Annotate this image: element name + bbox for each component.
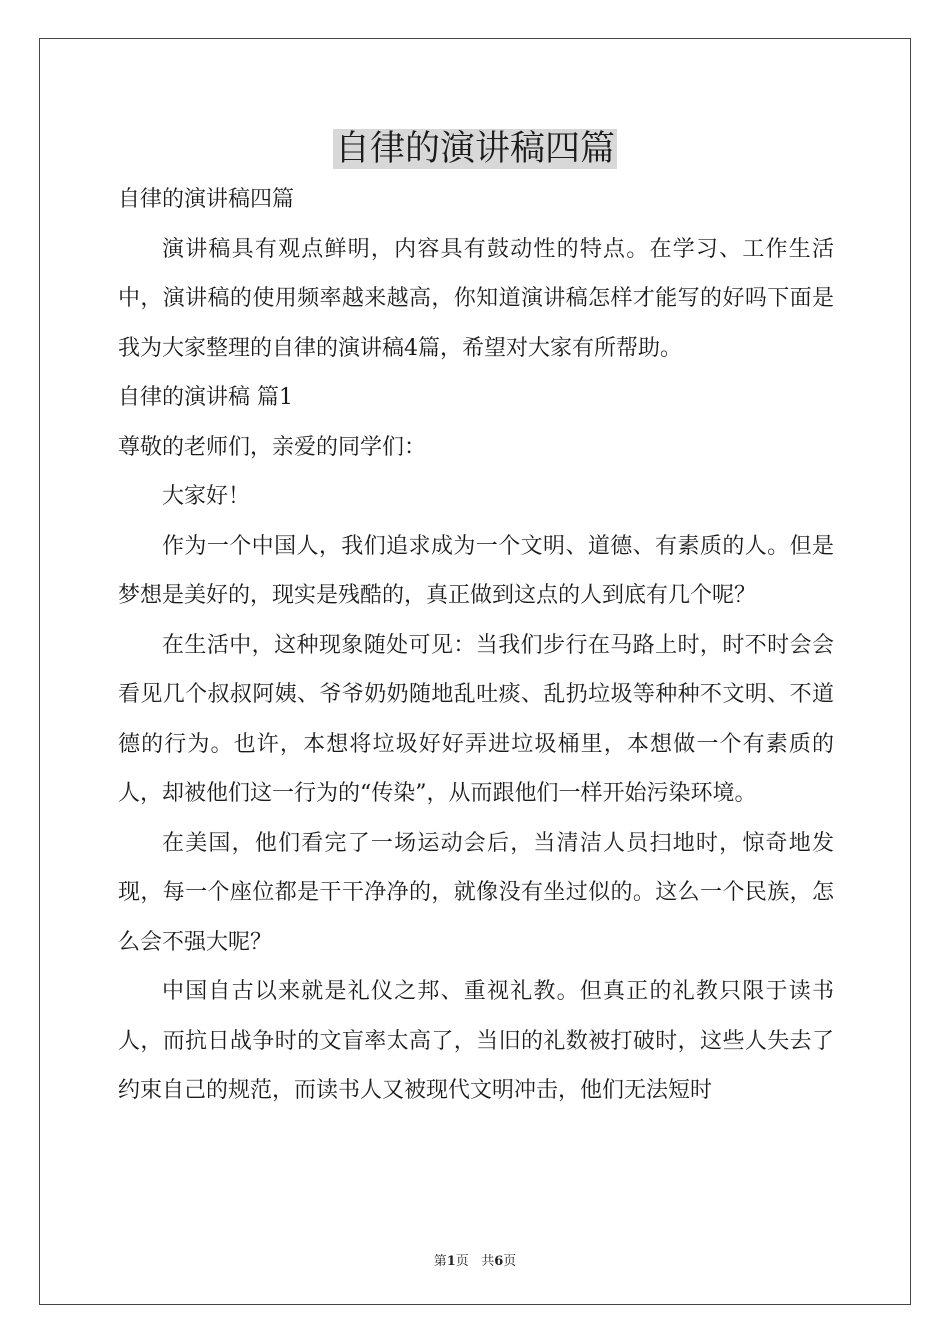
document-subtitle: 自律的演讲稿四篇 [118,187,295,212]
total-unit: 页 [503,1254,517,1269]
page-footer [0,1250,950,1269]
document-title-text: 自律的演讲稿四篇 [334,129,615,169]
section-heading: 自律的演讲稿 篇1 [118,385,293,410]
paragraph: 中国自古以来就是礼仪之邦、重视礼教。但真正的礼教只限于读书人，而抗日战争时的文盲率太高了，当旧的礼数被打破时，这些人失去了约束自己的规范，而读书人又被现代文明冲击，他们无法短时 [118,979,834,1103]
page-total: 6 [494,1254,504,1269]
document-title [0,128,950,170]
paragraph-intro: 演讲稿具有观点鲜明，内容具有鼓动性的特点。在学习、工作生活中，演讲稿的使用频率越来越高，你知道演讲稿怎样才能写的好吗下面是我为大家整理的自律的演讲稿4篇，希望对大家有所帮助。 [118,236,834,361]
page-number: 1 [446,1254,456,1269]
page-prefix: 第 [433,1254,447,1269]
document-body [118,175,834,1116]
salutation: 尊敬的老师们，亲爱的同学们： [118,434,427,460]
paragraph: 在生活中，这种现象随处可见：当我们步行在马路上时，时不时会会看见几个叔叔阿姨、爷爷奶奶随地乱吐痰、乱扔垃圾等种种不文明、不道德的行为。也许，本想将垃圾好好弄进垃圾桶里，本想做一个有素质的人，却被他们这一行为的“传染”，从而跟他们一样开始污染环境。 [118,632,834,806]
total-prefix: 共 [481,1254,495,1269]
paragraph: 作为一个中国人，我们追求成为一个文明、道德、有素质的人。但是梦想是美好的，现实是残酷的，真正做到这点的人到底有几个呢？ [118,533,834,608]
greeting: 大家好！ [162,484,251,509]
page-unit: 页 [455,1254,469,1269]
paragraph: 在美国，他们看完了一场运动会后，当清洁人员扫地时，惊奇地发现，每一个座位都是干干净净的，就像没有坐过似的。这么一个民族，怎么会不强大呢？ [118,830,834,955]
